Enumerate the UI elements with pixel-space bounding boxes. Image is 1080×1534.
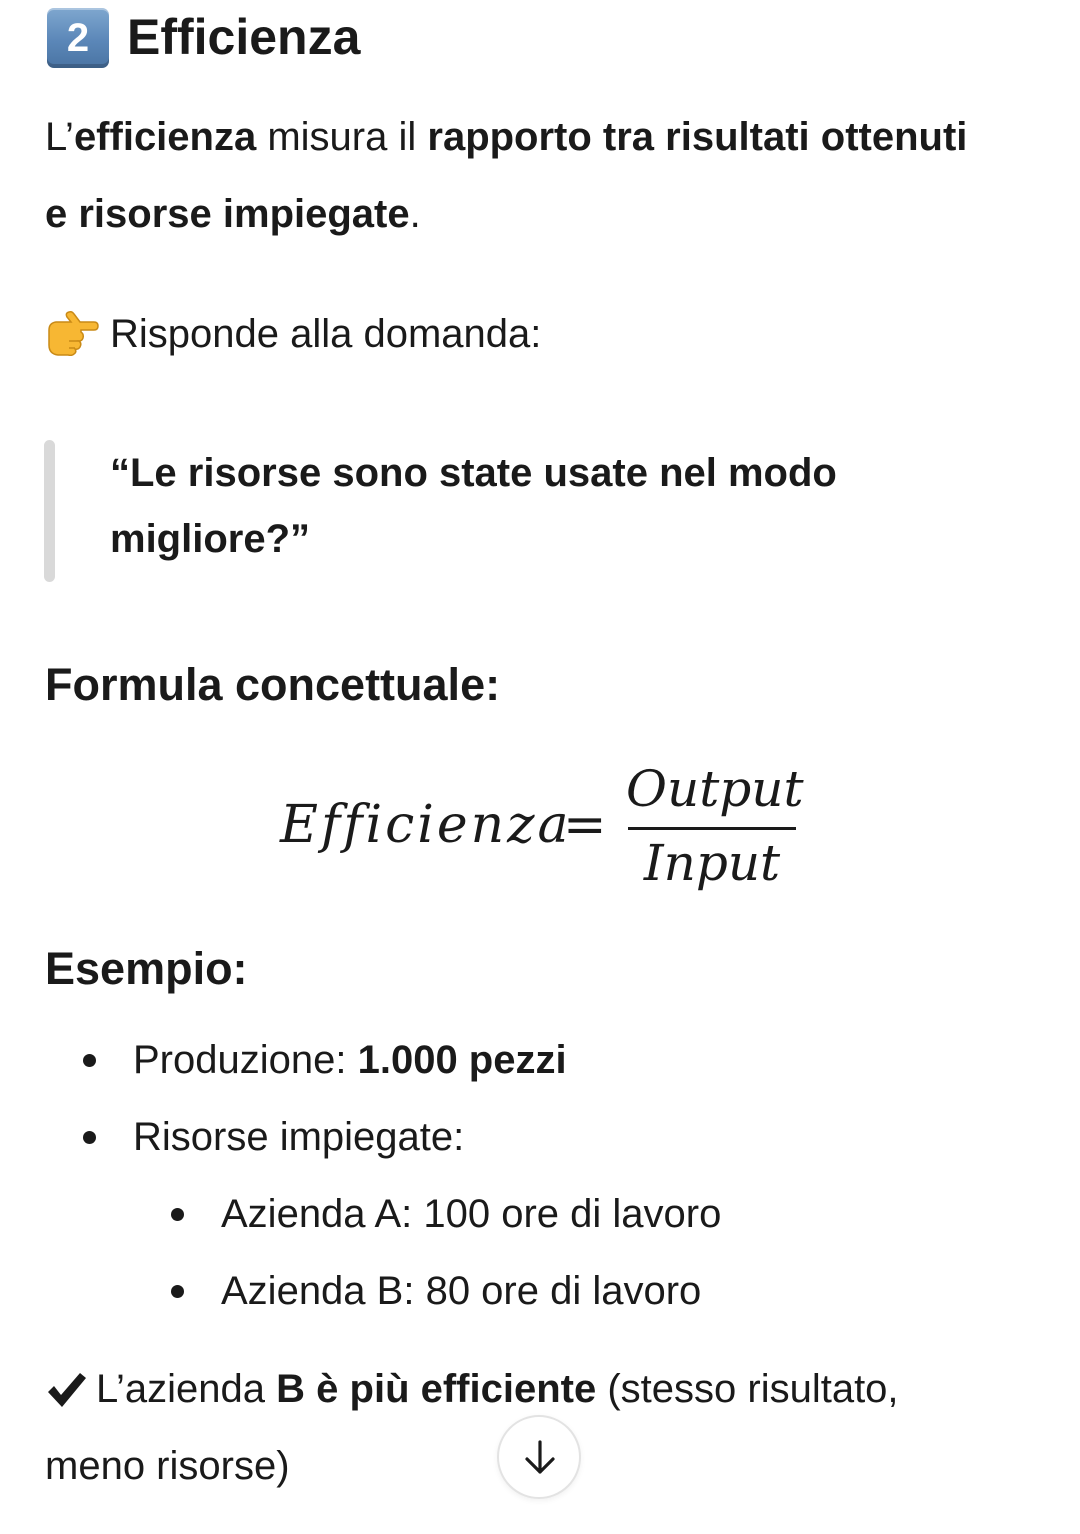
blockquote-bar xyxy=(44,440,55,582)
formula-equals: = xyxy=(563,795,607,855)
intro-line-2: e risorse impiegate. xyxy=(45,192,421,236)
formula-heading: Formula concettuale: xyxy=(45,659,501,710)
conclusion-line-1: L’azienda B è più efficiente (stesso risultato, xyxy=(96,1367,899,1411)
bullet-icon xyxy=(171,1208,184,1221)
example-heading: Esempio: xyxy=(45,943,248,994)
sublist-item-azienda-b: Azienda B: 80 ore di lavoro xyxy=(221,1269,702,1313)
backhand-index-pointing-right-icon xyxy=(45,310,99,356)
formula-denominator: Input xyxy=(643,834,781,892)
keycap-digit-icon: 2 xyxy=(47,8,109,68)
list-item-production: Produzione: 1.000 pezzi xyxy=(133,1038,567,1082)
bullet-icon xyxy=(171,1285,184,1298)
section-title: Efficienza xyxy=(127,9,361,65)
bullet-icon xyxy=(83,1131,96,1144)
bullet-icon xyxy=(83,1054,96,1067)
intro-line-1: L’efficienza misura il rapporto tra risultati ottenuti xyxy=(45,115,968,159)
question-lead-text: Risponde alla domanda: xyxy=(110,312,542,356)
check-icon xyxy=(45,1370,87,1410)
formula-numerator: Output xyxy=(626,760,804,818)
formula-lhs: Efficienza xyxy=(280,795,572,855)
scroll-to-bottom-button[interactable] xyxy=(497,1415,581,1499)
list-item-resources: Risorse impiegate: xyxy=(133,1115,465,1159)
conclusion-line-2: meno risorse) xyxy=(45,1444,290,1488)
sublist-item-azienda-a: Azienda A: 100 ore di lavoro xyxy=(221,1192,722,1236)
blockquote-text: “Le risorse sono state usate nel modo migliore?” xyxy=(110,451,837,561)
arrow-down-icon xyxy=(520,1438,560,1478)
